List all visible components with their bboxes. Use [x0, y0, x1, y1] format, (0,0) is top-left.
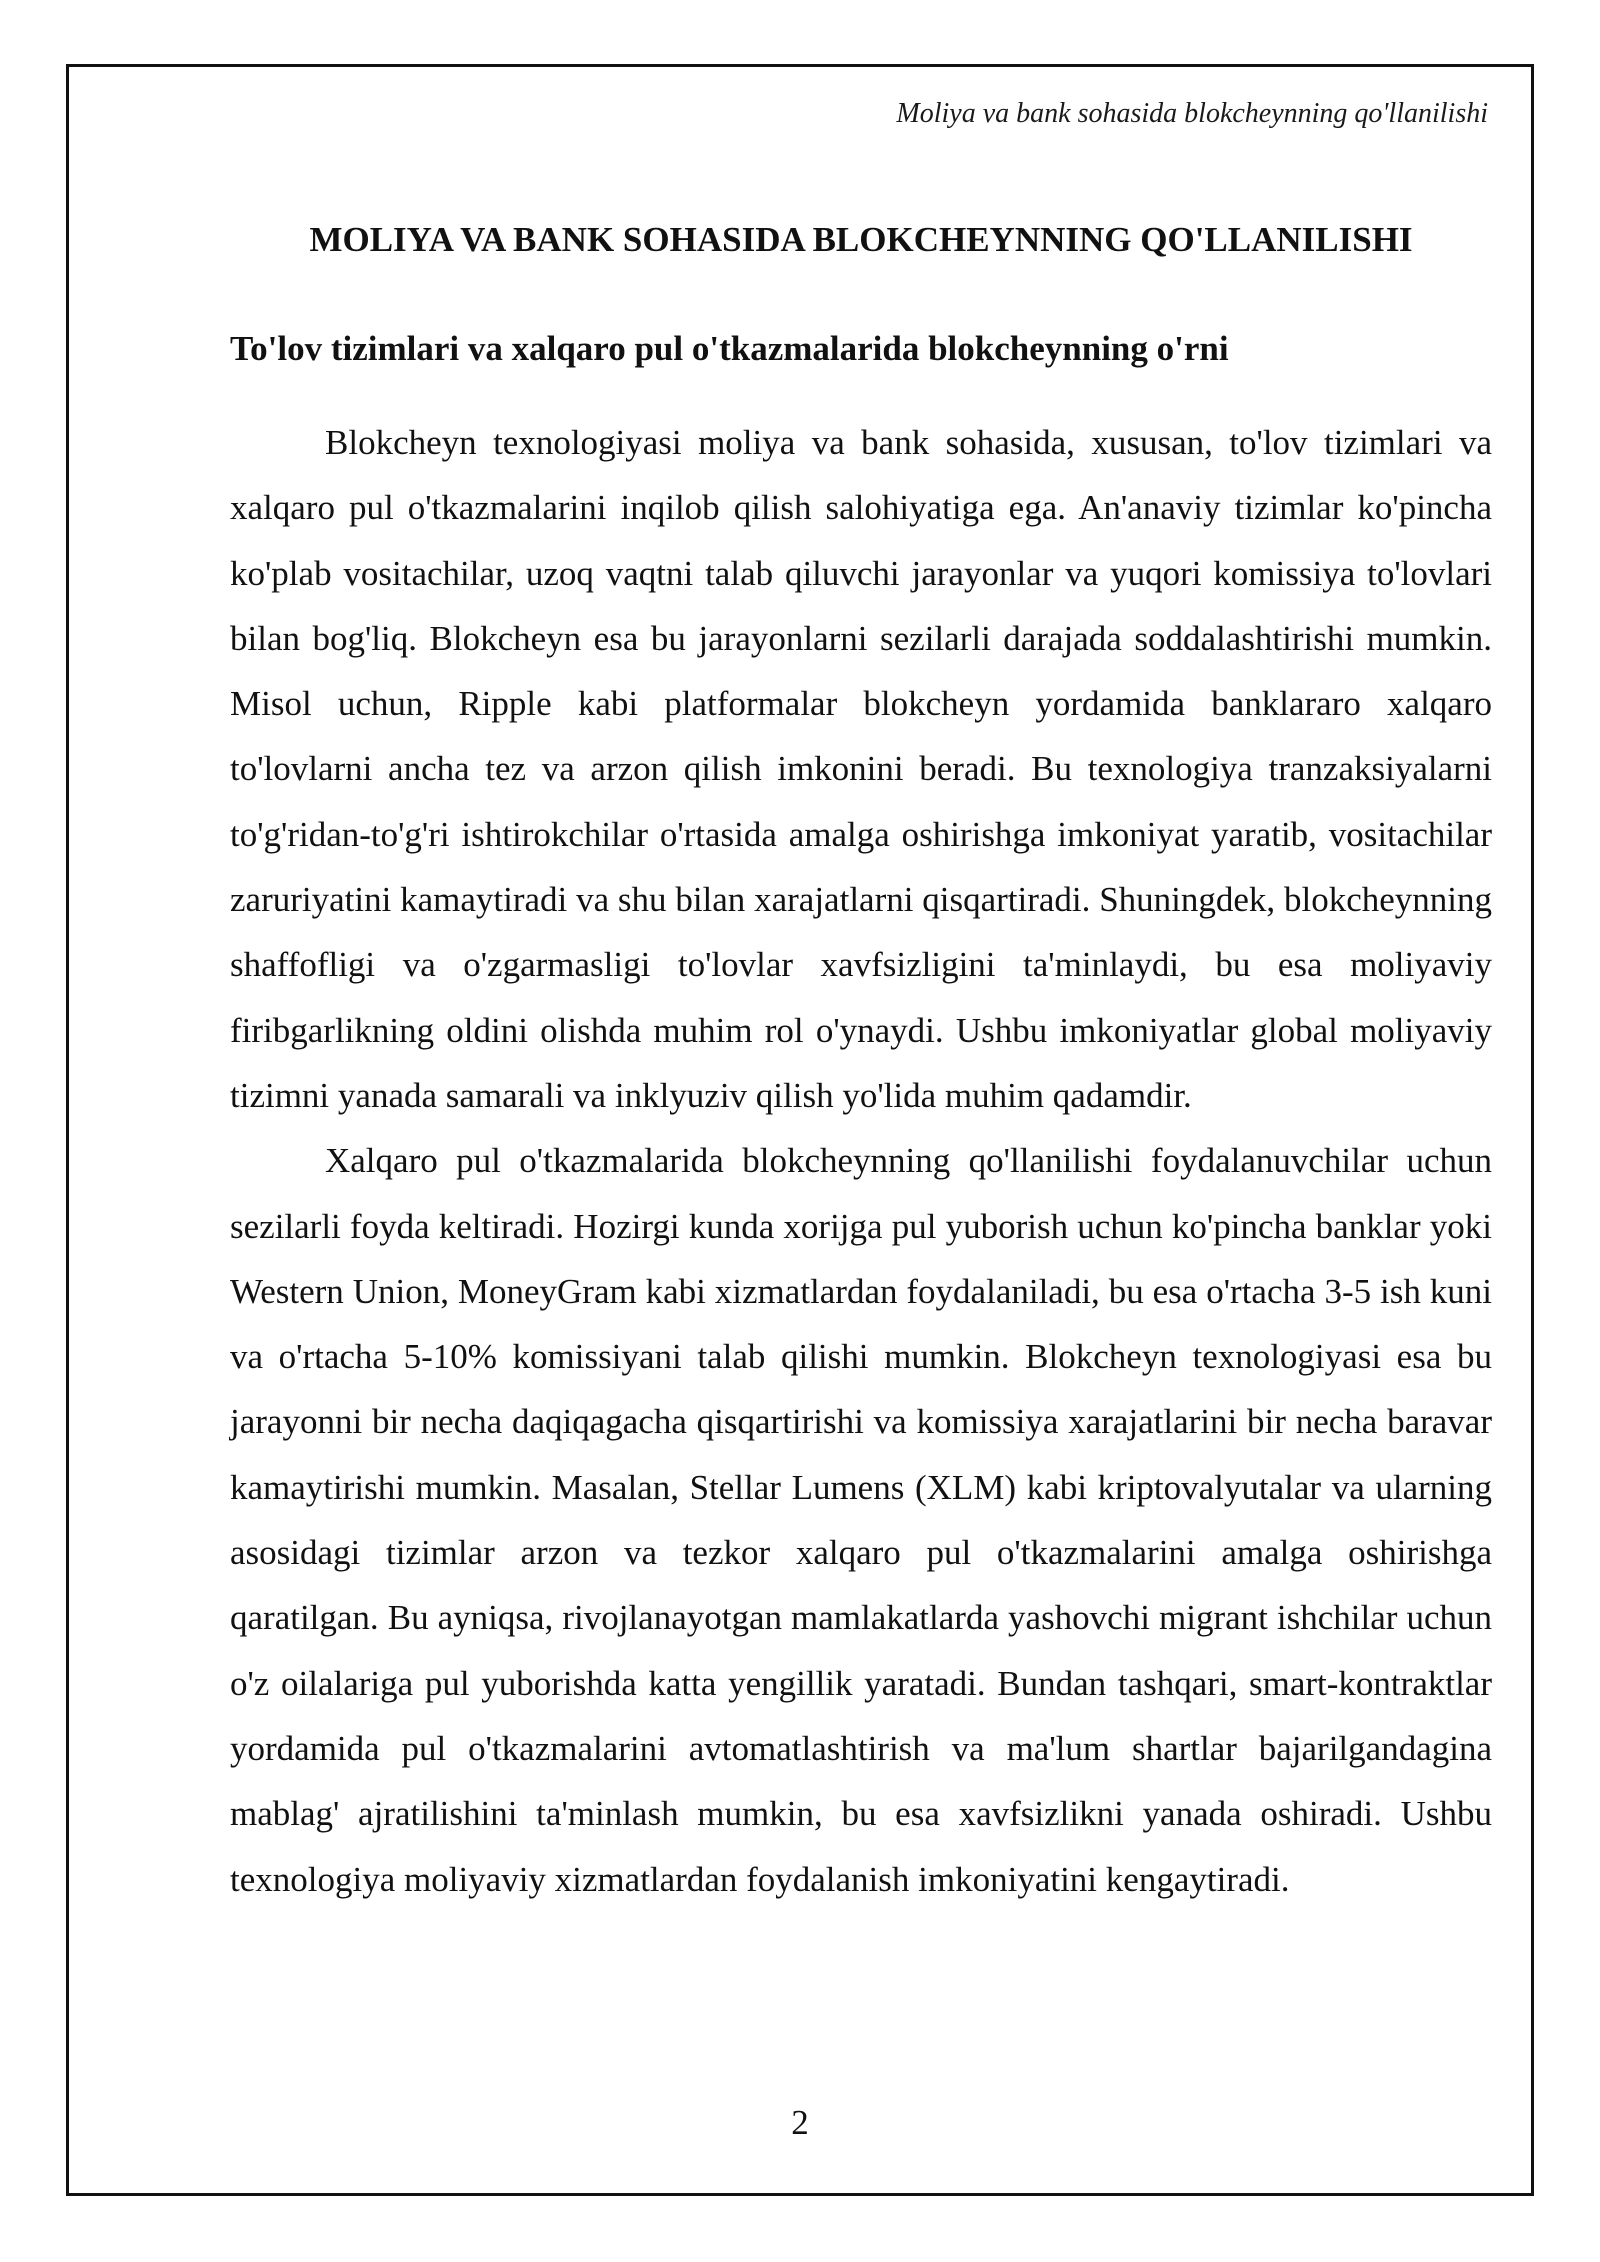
section-heading: To'lov tizimlari va xalqaro pul o'tkazmalarida blokcheynning o'rni [230, 329, 1229, 368]
document-title: MOLIYA VA BANK SOHASIDA BLOKCHEYNNING QO'LLANILISHI [309, 220, 1413, 259]
running-header: Moliya va bank sohasida blokcheynning qo'llanilishi [896, 98, 1488, 129]
body-text [230, 410, 1492, 1912]
paragraph-2: Xalqaro pul o'tkazmalarida blokcheynning qo'llanilishi foydalanuvchilar uchun sezilarli foyda keltiradi. Hozirgi kunda xorijga pul yuborish uchun ko'pincha banklar yoki Western Union, MoneyGram kabi xizmatlardan foydalaniladi, bu esa o'rtacha 3-5 ish kuni va o'rtacha 5-10% komissiyani talab qilishi mumkin. Blokcheyn texnologiyasi esa bu jarayonni bir necha daqiqagacha qisqartirishi va komissiya xarajatlarini bir necha baravar kamaytirishi mumkin. Masalan, Stellar Lumens (XLM) kabi kriptovalyutalar va ularning asosidagi tizimlar arzon va tezkor xalqaro pul o'tkazmalarini amalga oshirishga qaratilgan. Bu ayniqsa, rivojlanayotgan mamlakatlarda yashovchi migrant ishchilar uchun o'z oilalariga pul yuborishda katta yengillik yaratadi. Bundan tashqari, smart-kontraktlar yordamida pul o'tkazmalarini avtomatlashtirish va ma'lum shartlar bajarilgandagina mablag' ajratilishini ta'minlash mumkin, bu esa xavfsizlikni yanada oshiradi. Ushbu texnologiya moliyaviy xizmatlardan foydalanish imkoniyatini kengaytiradi. [230, 1141, 1492, 1899]
page-number: 2 [791, 2103, 809, 2142]
paragraph-1: Blokcheyn texnologiyasi moliya va bank sohasida, xususan, to'lov tizimlari va xalqaro pul o'tkazmalarini inqilob qilish salohiyatiga ega. An'anaviy tizimlar ko'pincha ko'plab vositachilar, uzoq vaqtni talab qiluvchi jarayonlar va yuqori komissiya to'lovlari bilan bog'liq. Blokcheyn esa bu jarayonlarni sezilarli darajada soddalashtirishi mumkin. Misol uchun, Ripple kabi platformalar blokcheyn yordamida banklararo xalqaro to'lovlarni ancha tez va arzon qilish imkonini beradi. Bu texnologiya tranzaksiyalarni to'g'ridan-to'g'ri ishtirokchilar o'rtasida amalga oshirishga imkoniyat yaratib, vositachilar zaruriyatini kamaytiradi va shu bilan xarajatlarni qisqartiradi. Shuningdek, blokcheynning shaffofligi va o'zgarmasligi to'lovlar xavfsizligini ta'minlaydi, bu esa moliyaviy firibgarlikning oldini olishda muhim rol o'ynaydi. Ushbu imkoniyatlar global moliyaviy tizimni yanada samarali va inklyuziv qilish yo'lida muhim qadamdir. [230, 423, 1492, 1115]
